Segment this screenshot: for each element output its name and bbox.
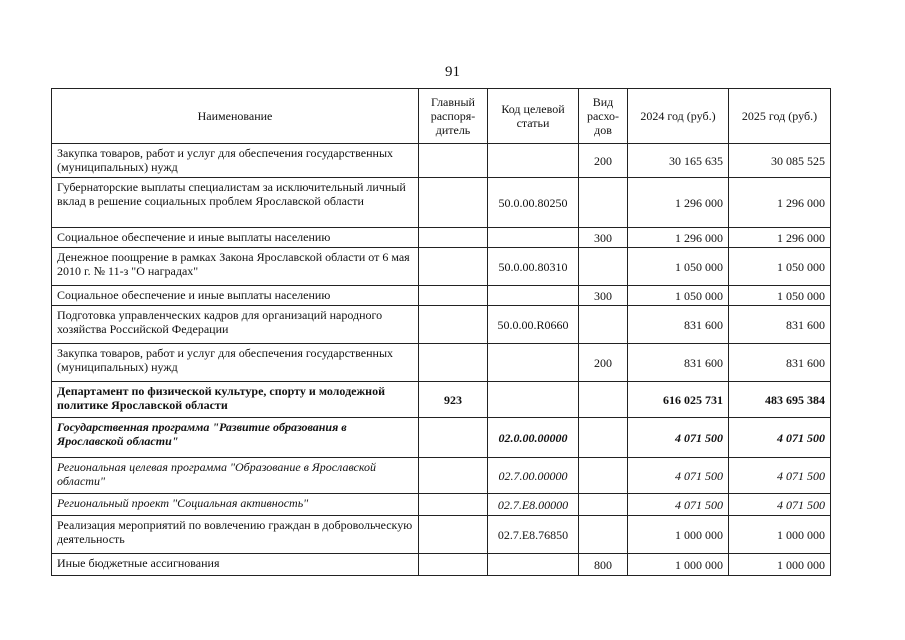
cell-2025: 483 695 384 — [729, 382, 831, 418]
cell-2024: 831 600 — [628, 306, 729, 344]
cell-2024: 1 296 000 — [628, 228, 729, 248]
cell-name: Региональный проект "Социальная активность" — [52, 494, 419, 516]
cell-2024: 1 296 000 — [628, 178, 729, 228]
cell-2025: 1 000 000 — [729, 554, 831, 576]
cell-name: Социальное обеспечение и иные выплаты населению — [52, 228, 419, 248]
cell-admin — [419, 248, 488, 286]
cell-2025: 30 085 525 — [729, 144, 831, 178]
header-2024: 2024 год (руб.) — [628, 89, 729, 144]
cell-admin — [419, 344, 488, 382]
table-row — [52, 418, 831, 458]
table-row — [52, 516, 831, 554]
cell-code: 50.0.00.80310 — [488, 248, 579, 286]
cell-admin — [419, 554, 488, 576]
cell-name: Денежное поощрение в рамках Закона Ярославской области от 6 мая 2010 г. № 11-з "О наградах" — [52, 248, 419, 286]
table-row — [52, 554, 831, 576]
cell-2024: 30 165 635 — [628, 144, 729, 178]
cell-name: Подготовка управленческих кадров для организаций народного хозяйства Российской Федерации — [52, 306, 419, 344]
cell-admin: 923 — [419, 382, 488, 418]
cell-code: 02.7.E8.76850 — [488, 516, 579, 554]
cell-type: 300 — [579, 286, 628, 306]
cell-2024: 1 000 000 — [628, 554, 729, 576]
cell-type — [579, 306, 628, 344]
table-row — [52, 228, 831, 248]
cell-code — [488, 144, 579, 178]
table-row — [52, 458, 831, 494]
cell-code — [488, 382, 579, 418]
header-code: Код целевой статьи — [488, 89, 579, 144]
page-number: 91 — [445, 64, 460, 80]
cell-admin — [419, 178, 488, 228]
cell-name: Иные бюджетные ассигнования — [52, 554, 419, 576]
cell-2025: 4 071 500 — [729, 458, 831, 494]
cell-type: 200 — [579, 144, 628, 178]
cell-code: 50.0.00.80250 — [488, 178, 579, 228]
table-row — [52, 382, 831, 418]
table-header-row — [52, 89, 831, 144]
cell-2024: 1 050 000 — [628, 286, 729, 306]
cell-code — [488, 344, 579, 382]
cell-2024: 4 071 500 — [628, 458, 729, 494]
cell-2025: 1 050 000 — [729, 248, 831, 286]
cell-type — [579, 494, 628, 516]
cell-admin — [419, 516, 488, 554]
header-name: Наименование — [52, 89, 419, 144]
budget-table — [51, 88, 831, 576]
table-row — [52, 286, 831, 306]
cell-2025: 4 071 500 — [729, 494, 831, 516]
cell-2025: 1 000 000 — [729, 516, 831, 554]
cell-2025: 4 071 500 — [729, 418, 831, 458]
header-2025: 2025 год (руб.) — [729, 89, 831, 144]
table-row — [52, 248, 831, 286]
cell-type — [579, 382, 628, 418]
cell-type — [579, 248, 628, 286]
header-admin: Главный распоря-дитель — [419, 89, 488, 144]
cell-admin — [419, 418, 488, 458]
table-row — [52, 494, 831, 516]
cell-2024: 4 071 500 — [628, 418, 729, 458]
table-row — [52, 306, 831, 344]
cell-name: Закупка товаров, работ и услуг для обеспечения государственных (муниципальных) нужд — [52, 144, 419, 178]
cell-2024: 4 071 500 — [628, 494, 729, 516]
cell-2024: 1 050 000 — [628, 248, 729, 286]
cell-2025: 1 050 000 — [729, 286, 831, 306]
cell-admin — [419, 228, 488, 248]
cell-2024: 1 000 000 — [628, 516, 729, 554]
cell-name: Департамент по физической культуре, спорту и молодежной политике Ярославской области — [52, 382, 419, 418]
table-row — [52, 144, 831, 178]
cell-name: Социальное обеспечение и иные выплаты населению — [52, 286, 419, 306]
cell-admin — [419, 144, 488, 178]
cell-code: 02.7.00.00000 — [488, 458, 579, 494]
cell-code — [488, 554, 579, 576]
cell-2025: 831 600 — [729, 344, 831, 382]
cell-name: Реализация мероприятий по вовлечению граждан в добровольческую деятельность — [52, 516, 419, 554]
cell-2025: 831 600 — [729, 306, 831, 344]
table-row — [52, 178, 831, 228]
cell-code: 50.0.00.R0660 — [488, 306, 579, 344]
cell-type: 200 — [579, 344, 628, 382]
cell-type — [579, 516, 628, 554]
cell-code: 02.0.00.00000 — [488, 418, 579, 458]
cell-admin — [419, 286, 488, 306]
cell-code — [488, 286, 579, 306]
cell-2025: 1 296 000 — [729, 178, 831, 228]
header-type: Вид расхо-дов — [579, 89, 628, 144]
cell-name: Региональная целевая программа "Образование в Ярославской области" — [52, 458, 419, 494]
table-row — [52, 344, 831, 382]
cell-name: Закупка товаров, работ и услуг для обеспечения государственных (муниципальных) нужд — [52, 344, 419, 382]
cell-admin — [419, 494, 488, 516]
cell-admin — [419, 306, 488, 344]
cell-code — [488, 228, 579, 248]
cell-type: 800 — [579, 554, 628, 576]
cell-type — [579, 418, 628, 458]
cell-type — [579, 178, 628, 228]
cell-admin — [419, 458, 488, 494]
cell-type: 300 — [579, 228, 628, 248]
cell-2025: 1 296 000 — [729, 228, 831, 248]
cell-name: Губернаторские выплаты специалистам за исключительный личный вклад в решение социальных проблем Ярославской области — [52, 178, 419, 228]
cell-2024: 831 600 — [628, 344, 729, 382]
cell-code: 02.7.E8.00000 — [488, 494, 579, 516]
cell-type — [579, 458, 628, 494]
cell-name: Государственная программа "Развитие образования в Ярославской области" — [52, 418, 419, 458]
cell-2024: 616 025 731 — [628, 382, 729, 418]
